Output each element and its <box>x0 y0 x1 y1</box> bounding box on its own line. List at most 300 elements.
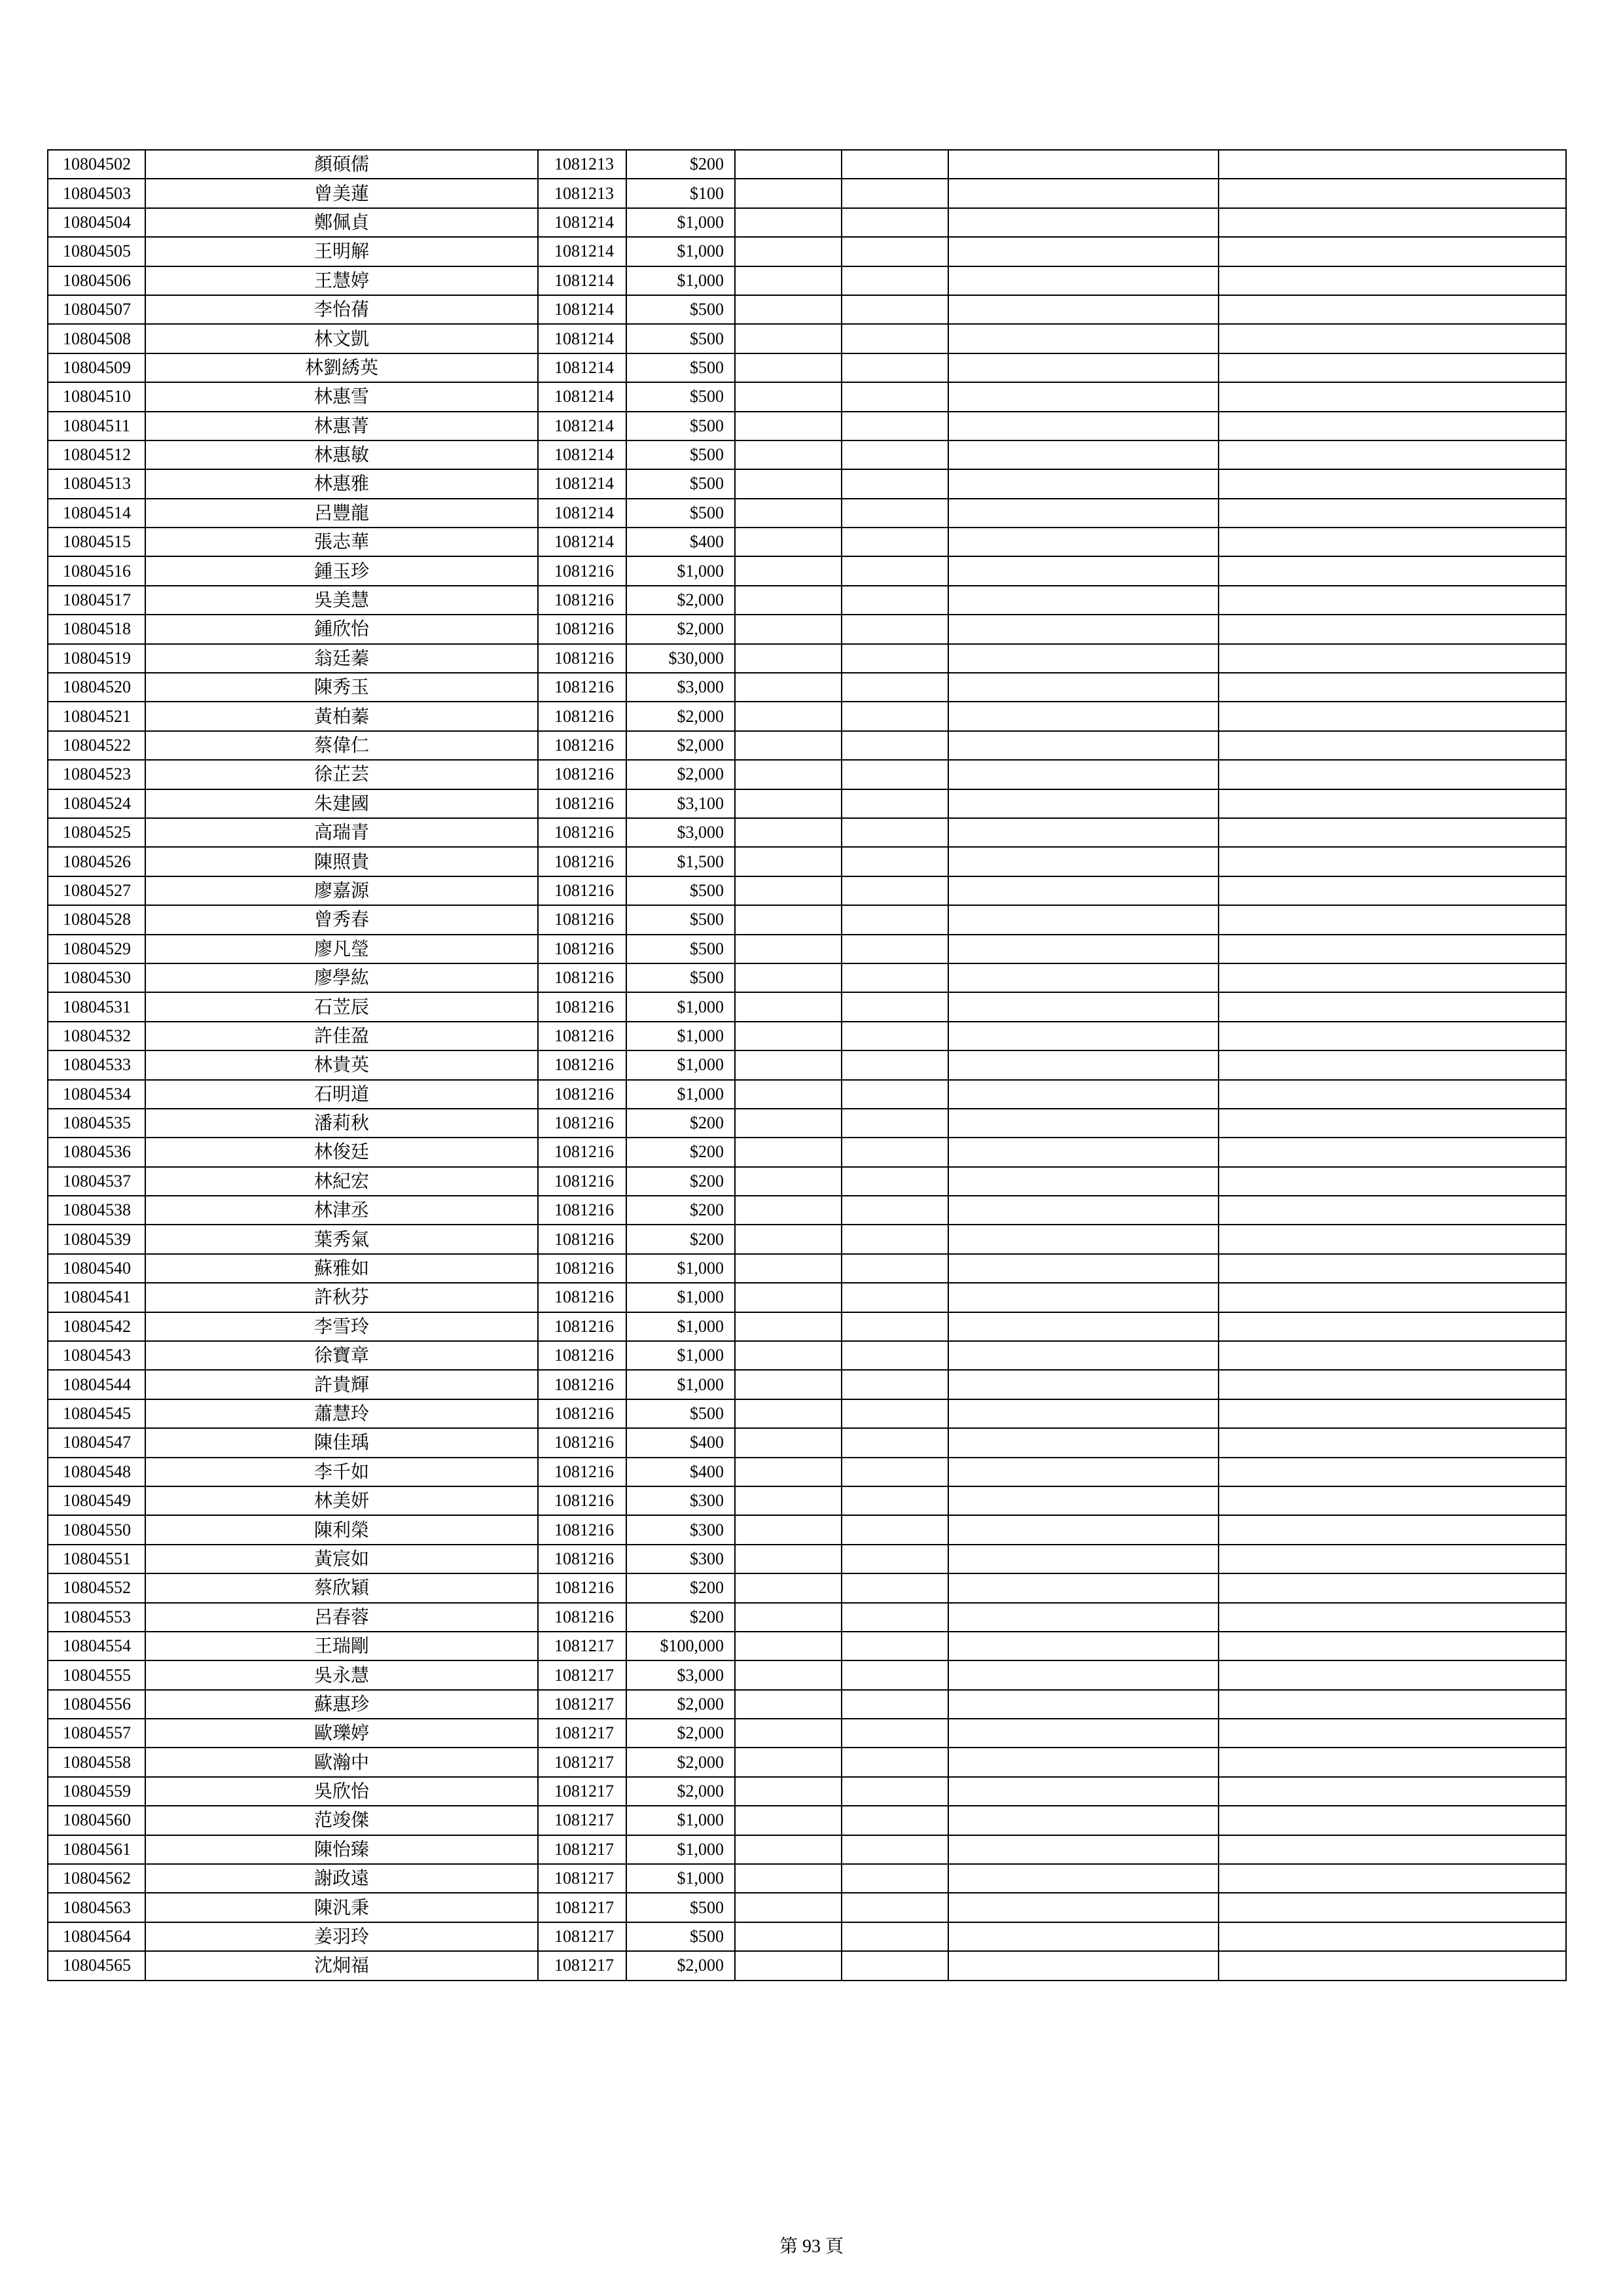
empty-cell <box>1219 644 1566 673</box>
empty-cell <box>735 992 842 1021</box>
donation-date-cell: 1081216 <box>538 963 626 992</box>
empty-cell <box>842 992 948 1021</box>
empty-cell <box>1219 702 1566 730</box>
empty-cell <box>842 1050 948 1079</box>
empty-cell <box>735 935 842 963</box>
empty-cell <box>1219 1951 1566 1980</box>
empty-cell <box>948 556 1219 585</box>
empty-cell <box>1219 1806 1566 1835</box>
empty-cell <box>842 208 948 237</box>
empty-cell <box>842 1196 948 1225</box>
table-row <box>48 1138 1566 1166</box>
donation-date-cell: 1081216 <box>538 1254 626 1283</box>
donor-name-cell: 林美妍 <box>145 1486 538 1515</box>
donor-name-cell: 林文凱 <box>145 324 538 353</box>
receipt-number-cell: 10804529 <box>48 935 145 963</box>
empty-cell <box>735 905 842 934</box>
table-row <box>48 382 1566 411</box>
empty-cell <box>948 1573 1219 1602</box>
empty-cell <box>948 644 1219 673</box>
empty-cell <box>735 1399 842 1428</box>
receipt-number-cell: 10804531 <box>48 992 145 1021</box>
empty-cell <box>735 1632 842 1660</box>
donation-amount-cell: $3,000 <box>626 673 735 702</box>
table-row <box>48 150 1566 179</box>
donation-date-cell: 1081216 <box>538 644 626 673</box>
empty-cell <box>842 440 948 469</box>
empty-cell <box>735 1109 842 1138</box>
donor-name-cell: 石苙辰 <box>145 992 538 1021</box>
empty-cell <box>842 1370 948 1399</box>
donor-name-cell: 吳欣怡 <box>145 1777 538 1806</box>
empty-cell <box>1219 266 1566 295</box>
table-row <box>48 1748 1566 1776</box>
empty-cell <box>735 1806 842 1835</box>
donation-amount-cell: $1,000 <box>626 266 735 295</box>
empty-cell <box>735 1312 842 1341</box>
donor-name-cell: 許貴輝 <box>145 1370 538 1399</box>
empty-cell <box>842 1341 948 1370</box>
empty-cell <box>1219 1545 1566 1573</box>
donor-name-cell: 顏碩儒 <box>145 150 538 179</box>
empty-cell <box>948 1660 1219 1689</box>
donation-amount-cell: $200 <box>626 1573 735 1602</box>
donation-date-cell: 1081217 <box>538 1690 626 1719</box>
empty-cell <box>1219 1777 1566 1806</box>
empty-cell <box>842 528 948 556</box>
empty-cell <box>948 295 1219 324</box>
donation-date-cell: 1081216 <box>538 586 626 615</box>
table-row <box>48 1719 1566 1748</box>
empty-cell <box>948 324 1219 353</box>
donation-date-cell: 1081217 <box>538 1864 626 1893</box>
empty-cell <box>735 789 842 818</box>
table-row <box>48 1022 1566 1050</box>
donation-date-cell: 1081216 <box>538 1603 626 1632</box>
donor-name-cell: 姜羽玲 <box>145 1922 538 1951</box>
empty-cell <box>735 1545 842 1573</box>
donor-name-cell: 王慧婷 <box>145 266 538 295</box>
donation-amount-cell: $1,000 <box>626 1283 735 1312</box>
empty-cell <box>842 1922 948 1951</box>
donation-amount-cell: $500 <box>626 412 735 440</box>
donation-amount-cell: $1,000 <box>626 1864 735 1893</box>
donor-name-cell: 王瑞剛 <box>145 1632 538 1660</box>
receipt-number-cell: 10804506 <box>48 266 145 295</box>
empty-cell <box>1219 935 1566 963</box>
empty-cell <box>948 586 1219 615</box>
donation-date-cell: 1081216 <box>538 1486 626 1515</box>
receipt-number-cell: 10804538 <box>48 1196 145 1225</box>
receipt-number-cell: 10804509 <box>48 353 145 382</box>
donor-name-cell: 石明道 <box>145 1080 538 1109</box>
empty-cell <box>1219 760 1566 789</box>
empty-cell <box>948 818 1219 847</box>
donation-date-cell: 1081214 <box>538 266 626 295</box>
empty-cell <box>1219 412 1566 440</box>
empty-cell <box>735 1922 842 1951</box>
empty-cell <box>735 760 842 789</box>
donor-name-cell: 王明解 <box>145 237 538 266</box>
table-row <box>48 353 1566 382</box>
donor-name-cell: 陳秀玉 <box>145 673 538 702</box>
empty-cell <box>735 1138 842 1166</box>
donation-date-cell: 1081216 <box>538 731 626 760</box>
donor-name-cell: 廖嘉源 <box>145 876 538 905</box>
empty-cell <box>1219 1428 1566 1457</box>
donation-date-cell: 1081216 <box>538 876 626 905</box>
table-row <box>48 876 1566 905</box>
empty-cell <box>842 1254 948 1283</box>
donation-date-cell: 1081214 <box>538 528 626 556</box>
donor-name-cell: 廖學紘 <box>145 963 538 992</box>
empty-cell <box>842 760 948 789</box>
empty-cell <box>1219 1022 1566 1050</box>
receipt-number-cell: 10804544 <box>48 1370 145 1399</box>
table-row <box>48 847 1566 876</box>
table-row <box>48 1312 1566 1341</box>
empty-cell <box>735 673 842 702</box>
empty-cell <box>948 731 1219 760</box>
table-row <box>48 528 1566 556</box>
empty-cell <box>842 818 948 847</box>
donation-amount-cell: $500 <box>626 876 735 905</box>
empty-cell <box>948 1835 1219 1864</box>
table-row <box>48 1399 1566 1428</box>
table-row <box>48 702 1566 730</box>
empty-cell <box>1219 1893 1566 1922</box>
donor-name-cell: 黃柏蓁 <box>145 702 538 730</box>
empty-cell <box>948 615 1219 643</box>
donation-amount-cell: $400 <box>626 1428 735 1457</box>
empty-cell <box>948 1951 1219 1980</box>
donation-date-cell: 1081216 <box>538 992 626 1021</box>
donation-date-cell: 1081217 <box>538 1660 626 1689</box>
table-row <box>48 1951 1566 1980</box>
empty-cell <box>735 818 842 847</box>
receipt-number-cell: 10804520 <box>48 673 145 702</box>
empty-cell <box>1219 295 1566 324</box>
empty-cell <box>948 702 1219 730</box>
donor-name-cell: 林貴英 <box>145 1050 538 1079</box>
donation-amount-cell: $3,100 <box>626 789 735 818</box>
donation-amount-cell: $2,000 <box>626 1951 735 1980</box>
receipt-number-cell: 10804539 <box>48 1225 145 1253</box>
empty-cell <box>1219 876 1566 905</box>
donor-name-cell: 林惠菁 <box>145 412 538 440</box>
table-row <box>48 324 1566 353</box>
table-row <box>48 935 1566 963</box>
empty-cell <box>1219 1080 1566 1109</box>
empty-cell <box>842 702 948 730</box>
empty-cell <box>735 499 842 528</box>
empty-cell <box>735 963 842 992</box>
donation-amount-cell: $2,000 <box>626 1777 735 1806</box>
empty-cell <box>842 1573 948 1602</box>
donation-date-cell: 1081217 <box>538 1632 626 1660</box>
empty-cell <box>948 1777 1219 1806</box>
donor-name-cell: 歐瓅婷 <box>145 1719 538 1748</box>
empty-cell <box>948 237 1219 266</box>
empty-cell <box>1219 673 1566 702</box>
donation-date-cell: 1081216 <box>538 556 626 585</box>
empty-cell <box>1219 1660 1566 1689</box>
empty-cell <box>735 353 842 382</box>
empty-cell <box>735 1660 842 1689</box>
donation-date-cell: 1081216 <box>538 847 626 876</box>
empty-cell <box>1219 382 1566 411</box>
empty-cell <box>842 1864 948 1893</box>
receipt-number-cell: 10804524 <box>48 789 145 818</box>
receipt-number-cell: 10804564 <box>48 1922 145 1951</box>
empty-cell <box>842 1167 948 1196</box>
empty-cell <box>948 1603 1219 1632</box>
donation-amount-cell: $1,000 <box>626 556 735 585</box>
donation-amount-cell: $1,000 <box>626 1806 735 1835</box>
table-row <box>48 412 1566 440</box>
donation-date-cell: 1081214 <box>538 469 626 498</box>
empty-cell <box>735 1022 842 1050</box>
table-row <box>48 760 1566 789</box>
table-row <box>48 644 1566 673</box>
empty-cell <box>1219 1864 1566 1893</box>
empty-cell <box>842 556 948 585</box>
table-row <box>48 963 1566 992</box>
donor-name-cell: 林俊廷 <box>145 1138 538 1166</box>
empty-cell <box>948 935 1219 963</box>
receipt-number-cell: 10804558 <box>48 1748 145 1776</box>
donation-date-cell: 1081214 <box>538 499 626 528</box>
receipt-number-cell: 10804565 <box>48 1951 145 1980</box>
table-row <box>48 586 1566 615</box>
empty-cell <box>842 905 948 934</box>
donor-name-cell: 蘇雅如 <box>145 1254 538 1283</box>
empty-cell <box>842 1806 948 1835</box>
table-row <box>48 499 1566 528</box>
empty-cell <box>842 469 948 498</box>
empty-cell <box>948 1225 1219 1253</box>
empty-cell <box>948 1632 1219 1660</box>
table-row <box>48 1050 1566 1079</box>
empty-cell <box>1219 1138 1566 1166</box>
empty-cell <box>735 266 842 295</box>
empty-cell <box>842 586 948 615</box>
table-row <box>48 1486 1566 1515</box>
empty-cell <box>842 1951 948 1980</box>
donation-date-cell: 1081214 <box>538 440 626 469</box>
donor-name-cell: 鍾玉珍 <box>145 556 538 585</box>
empty-cell <box>948 1748 1219 1776</box>
receipt-number-cell: 10804517 <box>48 586 145 615</box>
donation-amount-cell: $1,000 <box>626 1835 735 1864</box>
empty-cell <box>842 1428 948 1457</box>
donation-amount-cell: $300 <box>626 1545 735 1573</box>
empty-cell <box>842 1283 948 1312</box>
empty-cell <box>948 760 1219 789</box>
empty-cell <box>842 1312 948 1341</box>
empty-cell <box>1219 179 1566 207</box>
donor-name-cell: 朱建國 <box>145 789 538 818</box>
receipt-number-cell: 10804552 <box>48 1573 145 1602</box>
donation-amount-cell: $400 <box>626 1458 735 1486</box>
empty-cell <box>1219 1486 1566 1515</box>
empty-cell <box>948 1515 1219 1544</box>
empty-cell <box>842 499 948 528</box>
receipt-number-cell: 10804518 <box>48 615 145 643</box>
receipt-number-cell: 10804502 <box>48 150 145 179</box>
empty-cell <box>735 1893 842 1922</box>
donation-amount-cell: $500 <box>626 295 735 324</box>
donation-amount-cell: $2,000 <box>626 702 735 730</box>
donation-date-cell: 1081216 <box>538 1341 626 1370</box>
receipt-number-cell: 10804521 <box>48 702 145 730</box>
empty-cell <box>948 1719 1219 1748</box>
donor-name-cell: 蕭慧玲 <box>145 1399 538 1428</box>
donor-name-cell: 李雪玲 <box>145 1312 538 1341</box>
donation-amount-cell: $500 <box>626 1893 735 1922</box>
table-row <box>48 179 1566 207</box>
donor-name-cell: 黃宸如 <box>145 1545 538 1573</box>
empty-cell <box>1219 1573 1566 1602</box>
empty-cell <box>735 586 842 615</box>
empty-cell <box>842 1660 948 1689</box>
donation-date-cell: 1081216 <box>538 1167 626 1196</box>
donation-amount-cell: $300 <box>626 1486 735 1515</box>
empty-cell <box>1219 1922 1566 1951</box>
empty-cell <box>735 1690 842 1719</box>
donor-name-cell: 蔡欣穎 <box>145 1573 538 1602</box>
empty-cell <box>948 1922 1219 1951</box>
table-row <box>48 1254 1566 1283</box>
receipt-number-cell: 10804549 <box>48 1486 145 1515</box>
receipt-number-cell: 10804514 <box>48 499 145 528</box>
table-row <box>48 1922 1566 1951</box>
donation-date-cell: 1081213 <box>538 150 626 179</box>
empty-cell <box>735 150 842 179</box>
empty-cell <box>735 1777 842 1806</box>
receipt-number-cell: 10804536 <box>48 1138 145 1166</box>
donation-date-cell: 1081216 <box>538 615 626 643</box>
empty-cell <box>735 1225 842 1253</box>
receipt-number-cell: 10804511 <box>48 412 145 440</box>
empty-cell <box>1219 556 1566 585</box>
donation-date-cell: 1081214 <box>538 353 626 382</box>
receipt-number-cell: 10804503 <box>48 179 145 207</box>
empty-cell <box>948 1080 1219 1109</box>
empty-cell <box>842 789 948 818</box>
ledger-body <box>48 150 1566 1981</box>
receipt-number-cell: 10804537 <box>48 1167 145 1196</box>
empty-cell <box>842 876 948 905</box>
empty-cell <box>948 789 1219 818</box>
empty-cell <box>1219 1050 1566 1079</box>
empty-cell <box>1219 818 1566 847</box>
table-row <box>48 1196 1566 1225</box>
empty-cell <box>735 1951 842 1980</box>
receipt-number-cell: 10804548 <box>48 1458 145 1486</box>
empty-cell <box>842 1748 948 1776</box>
table-row <box>48 789 1566 818</box>
donation-amount-cell: $1,500 <box>626 847 735 876</box>
receipt-number-cell: 10804534 <box>48 1080 145 1109</box>
receipt-number-cell: 10804562 <box>48 1864 145 1893</box>
receipt-number-cell: 10804542 <box>48 1312 145 1341</box>
donation-date-cell: 1081216 <box>538 1109 626 1138</box>
donor-name-cell: 謝政遠 <box>145 1864 538 1893</box>
empty-cell <box>1219 1515 1566 1544</box>
donation-date-cell: 1081216 <box>538 1196 626 1225</box>
donation-date-cell: 1081216 <box>538 1283 626 1312</box>
donation-amount-cell: $1,000 <box>626 1080 735 1109</box>
empty-cell <box>948 440 1219 469</box>
empty-cell <box>842 1486 948 1515</box>
donor-name-cell: 許秋芬 <box>145 1283 538 1312</box>
empty-cell <box>735 876 842 905</box>
donor-name-cell: 蘇惠珍 <box>145 1690 538 1719</box>
receipt-number-cell: 10804510 <box>48 382 145 411</box>
donation-date-cell: 1081217 <box>538 1922 626 1951</box>
empty-cell <box>735 528 842 556</box>
donation-date-cell: 1081217 <box>538 1748 626 1776</box>
donation-amount-cell: $200 <box>626 1603 735 1632</box>
table-row <box>48 237 1566 266</box>
receipt-number-cell: 10804526 <box>48 847 145 876</box>
empty-cell <box>1219 963 1566 992</box>
empty-cell <box>1219 237 1566 266</box>
donation-date-cell: 1081216 <box>538 905 626 934</box>
donor-name-cell: 蔡偉仁 <box>145 731 538 760</box>
empty-cell <box>842 1690 948 1719</box>
table-row <box>48 469 1566 498</box>
receipt-number-cell: 10804504 <box>48 208 145 237</box>
empty-cell <box>735 1573 842 1602</box>
empty-cell <box>735 1167 842 1196</box>
donation-amount-cell: $200 <box>626 1167 735 1196</box>
table-row <box>48 1660 1566 1689</box>
donor-name-cell: 陳佳瑀 <box>145 1428 538 1457</box>
receipt-number-cell: 10804527 <box>48 876 145 905</box>
empty-cell <box>1219 528 1566 556</box>
table-row <box>48 1341 1566 1370</box>
empty-cell <box>1219 789 1566 818</box>
table-row <box>48 1080 1566 1109</box>
receipt-number-cell: 10804560 <box>48 1806 145 1835</box>
donation-amount-cell: $1,000 <box>626 992 735 1021</box>
empty-cell <box>735 1719 842 1748</box>
empty-cell <box>1219 1748 1566 1776</box>
empty-cell <box>842 1109 948 1138</box>
donor-name-cell: 吳永慧 <box>145 1660 538 1689</box>
table-row <box>48 1806 1566 1835</box>
empty-cell <box>1219 1254 1566 1283</box>
donation-amount-cell: $100,000 <box>626 1632 735 1660</box>
empty-cell <box>1219 1196 1566 1225</box>
empty-cell <box>1219 731 1566 760</box>
receipt-number-cell: 10804522 <box>48 731 145 760</box>
empty-cell <box>1219 1835 1566 1864</box>
empty-cell <box>842 673 948 702</box>
donation-date-cell: 1081213 <box>538 179 626 207</box>
empty-cell <box>842 237 948 266</box>
donor-name-cell: 許佳盈 <box>145 1022 538 1050</box>
empty-cell <box>1219 1283 1566 1312</box>
empty-cell <box>948 266 1219 295</box>
empty-cell <box>842 847 948 876</box>
empty-cell <box>735 731 842 760</box>
table-row <box>48 1167 1566 1196</box>
empty-cell <box>1219 615 1566 643</box>
empty-cell <box>735 179 842 207</box>
